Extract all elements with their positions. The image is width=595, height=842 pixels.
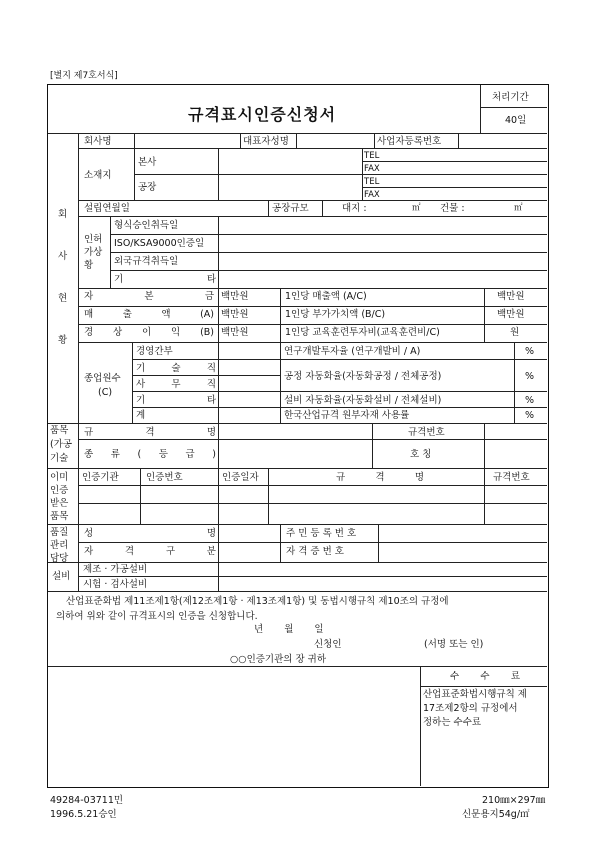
training-unit: 원 bbox=[510, 327, 520, 338]
head-office-label: 본사 bbox=[138, 157, 157, 168]
fee-text-2: 17조제2항의 규정에서 bbox=[423, 703, 518, 714]
license-side-2: 가상 bbox=[84, 247, 103, 258]
process-auto-label: 공정 자동화율(자동화공정 / 전체공정) bbox=[284, 371, 442, 382]
land-label: 대지 : bbox=[342, 203, 367, 214]
company-side-2: 사 bbox=[58, 251, 68, 262]
sales-per-person-label: 1인당 매출액 (A/C) bbox=[285, 291, 367, 302]
rnd-ratio-label: 연구개발투자율 (연구개발비 / A) bbox=[284, 346, 421, 357]
building-label: 건물 : bbox=[440, 203, 465, 214]
ks-material-unit: % bbox=[525, 410, 535, 421]
license-side-3: 황 bbox=[84, 260, 94, 271]
company-side-1: 회 bbox=[58, 209, 68, 220]
land-unit: ㎡ bbox=[412, 203, 421, 213]
office-fax-label: FAX bbox=[364, 164, 380, 174]
emp-office: 사 무 직 bbox=[136, 379, 216, 390]
emp-management: 경영간부 bbox=[136, 346, 173, 357]
certified-side-1: 이미 bbox=[50, 472, 69, 483]
facility-manufacturing: 제조 · 가공설비 bbox=[83, 564, 148, 575]
qm-qual-no-label: 자 격 증 번 호 bbox=[286, 546, 344, 557]
fee-text-1: 산업표준화법시행규칙 제 bbox=[423, 689, 527, 700]
license-side-1: 인허 bbox=[84, 234, 103, 245]
cert-header-standard-no: 규격번호 bbox=[493, 472, 530, 483]
facility-auto-unit: % bbox=[525, 395, 535, 406]
standard-name-label: 규 격 명 bbox=[84, 427, 216, 438]
footer-form-code: 49284-03711민 bbox=[50, 795, 124, 806]
designation-label: 호 칭 bbox=[410, 449, 432, 460]
qm-qual-label: 자 격 구 분 bbox=[84, 546, 216, 557]
profit-label: 경 상 이 익 (B) bbox=[84, 327, 214, 338]
established-label: 설립연월일 bbox=[84, 203, 130, 214]
capital-unit: 백만원 bbox=[221, 291, 249, 302]
emp-other: 기 타 bbox=[136, 395, 216, 406]
emp-total: 계 bbox=[136, 410, 146, 421]
processing-value: 40일 bbox=[505, 115, 527, 126]
certified-side-4: 품목 bbox=[50, 511, 69, 522]
applicant-label: 신청인 bbox=[314, 639, 342, 650]
value-added-label: 1인당 부가가치액 (B/C) bbox=[285, 309, 386, 320]
process-auto-unit: % bbox=[525, 371, 535, 382]
emp-technical: 기 술 직 bbox=[136, 363, 216, 374]
cert-header-number: 인증번호 bbox=[146, 472, 183, 483]
factory-label: 공장 bbox=[138, 182, 157, 193]
sales-unit: 백만원 bbox=[221, 309, 249, 320]
license-type-approval: 형식승인취득일 bbox=[114, 220, 179, 231]
declaration-line2: 의하여 위와 같이 규격표시의 인증을 신청합니다. bbox=[56, 611, 258, 622]
building-unit: ㎡ bbox=[514, 203, 523, 213]
employees-sub: (C) bbox=[98, 387, 113, 398]
training-label: 1인당 교육훈련투자비(교육훈련비/C) bbox=[285, 327, 440, 338]
quality-side-3: 담당 bbox=[50, 553, 69, 564]
company-name-label: 회사명 bbox=[84, 136, 112, 147]
quality-side-2: 관리 bbox=[50, 540, 69, 551]
fee-text-3: 정하는 수수료 bbox=[423, 717, 482, 728]
sales-per-person-unit: 백만원 bbox=[497, 291, 525, 302]
office-tel-label: TEL bbox=[364, 151, 380, 161]
facility-auto-label: 설비 자동화율(자동화설비 / 전체설비) bbox=[284, 395, 442, 406]
rep-name-label: 대표자성명 bbox=[243, 136, 289, 147]
signature-note: (서명 또는 인) bbox=[424, 639, 484, 650]
value-added-unit: 백만원 bbox=[497, 309, 525, 320]
fee-label: 수 수 료 bbox=[450, 671, 520, 682]
certified-side-3: 받은 bbox=[50, 498, 69, 509]
standard-no-label: 규격번호 bbox=[408, 427, 445, 438]
product-side-3: 기술 bbox=[50, 453, 69, 464]
company-side-4: 황 bbox=[58, 335, 68, 346]
footer-approval-date: 1996.5.21승인 bbox=[50, 809, 117, 820]
declaration-line1: 산업표준화법 제11조제1항(제12조제1항 · 제13조제1항) 및 동법시행규칙 제10조의 규정에 bbox=[66, 596, 449, 607]
facility-testing: 시험 · 검사설비 bbox=[83, 579, 148, 590]
license-other: 기 타 bbox=[114, 274, 216, 285]
product-side-2: (가공 bbox=[50, 439, 73, 450]
factory-tel-label: TEL bbox=[364, 177, 380, 187]
company-side-3: 현 bbox=[58, 293, 68, 304]
cert-header-date: 인증일자 bbox=[222, 472, 259, 483]
certified-side-2: 인증 bbox=[50, 485, 69, 496]
form-title: 규격표시인증신청서 bbox=[188, 105, 337, 124]
processing-label: 처리기간 bbox=[492, 92, 529, 103]
quality-side-1: 품질 bbox=[50, 527, 69, 538]
kind-grade-label: 종 류 ( 등 급 ) bbox=[84, 449, 216, 460]
cert-header-standard: 규 격 명 bbox=[336, 472, 424, 483]
rnd-ratio-unit: % bbox=[525, 346, 535, 357]
declaration-date: 년 월 일 bbox=[254, 624, 324, 635]
bizno-label: 사업자등록번호 bbox=[377, 136, 442, 147]
profit-unit: 백만원 bbox=[221, 327, 249, 338]
ks-material-label: 한국산업규격 원부자재 사용률 bbox=[284, 410, 410, 421]
footer-paper-size: 210㎜×297㎜ bbox=[482, 795, 546, 806]
license-foreign: 외국규격취득일 bbox=[114, 256, 179, 267]
addressee: ○○인증기관의 장 귀하 bbox=[230, 654, 327, 665]
sales-label: 매 출 액 (A) bbox=[84, 309, 214, 320]
qm-id-label: 주 민 등 록 번 호 bbox=[286, 528, 357, 539]
license-iso: ISO/KSA9000인증일 bbox=[114, 238, 205, 249]
capital-label: 자 본 금 bbox=[84, 291, 214, 302]
footer-paper-type: 신문용지54g/㎡ bbox=[462, 809, 530, 820]
form-number-label: [별지 제7호서식] bbox=[50, 71, 118, 81]
product-side-1: 품목 bbox=[50, 425, 69, 436]
employees-label: 종업원수 bbox=[84, 373, 121, 384]
location-label: 소재지 bbox=[84, 170, 112, 181]
factory-fax-label: FAX bbox=[364, 190, 380, 200]
factory-scale-label: 공장규모 bbox=[272, 203, 309, 214]
qm-name-label: 성 명 bbox=[84, 528, 216, 539]
facility-side: 설비 bbox=[52, 571, 71, 582]
cert-header-agency: 인증기관 bbox=[82, 472, 119, 483]
